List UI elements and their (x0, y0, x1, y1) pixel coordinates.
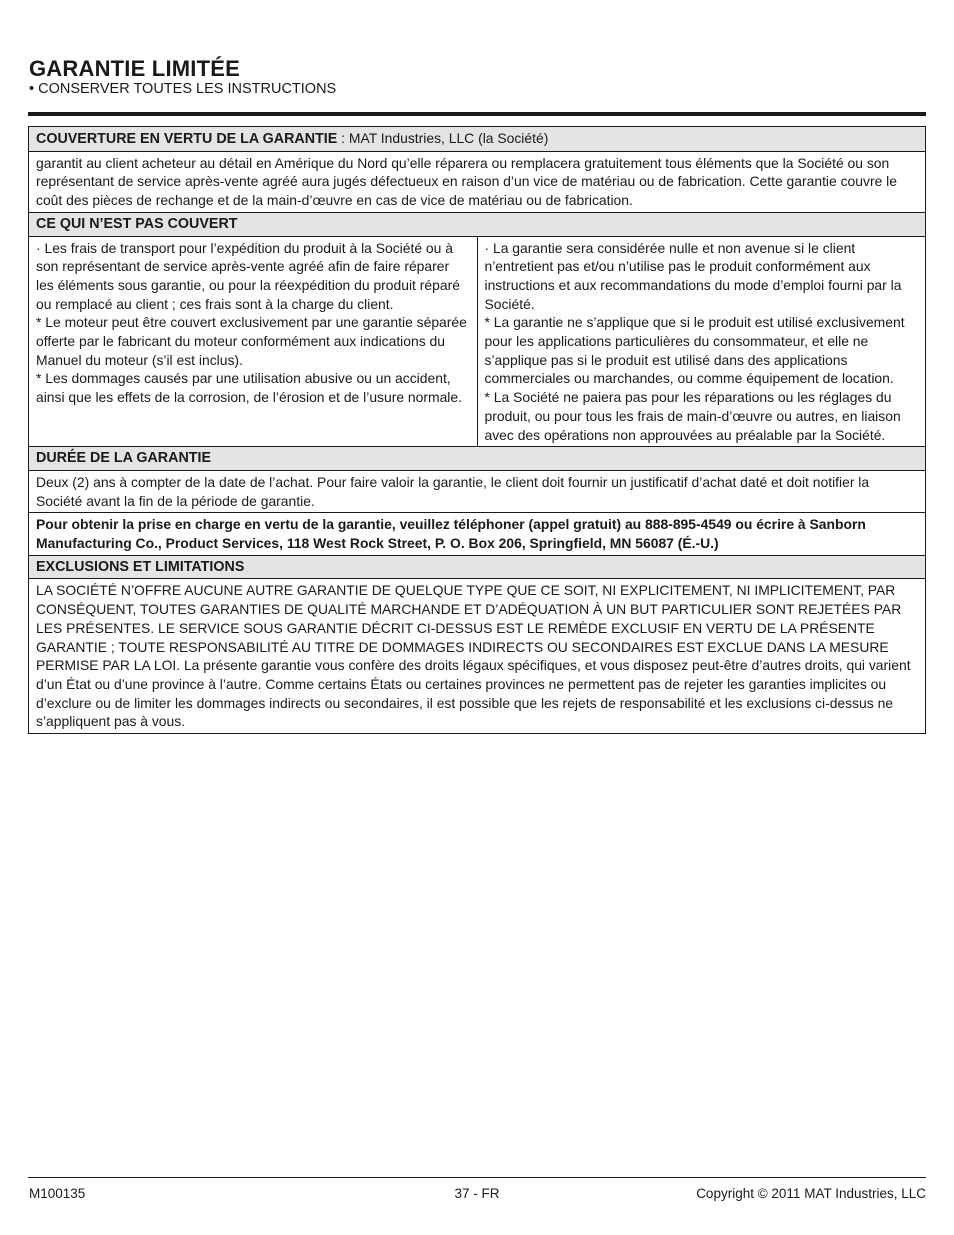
not-covered-item: * Les dommages causés par une utilisation abusive ou un accident, ainsi que les effets de la corrosion, de l’érosion et de l’usure normale. (36, 370, 462, 406)
coverage-heading-company: : MAT Industries, LLC (la Société) (337, 130, 549, 146)
not-covered-body-row (29, 236, 926, 447)
not-covered-header-row (29, 212, 926, 236)
title-divider (28, 112, 926, 116)
coverage-body-row (29, 151, 926, 212)
not-covered-left-column (29, 236, 478, 447)
coverage-header-row (29, 127, 926, 152)
page-title: GARANTIE LIMITÉE (29, 56, 240, 81)
not-covered-item: · Les frais de transport pour l’expédition du produit à la Société ou à son représentant de service après-vente agréé afin de faire réparer les éléments sous garantie, ou pour la réexpédition du produit réparé ou remplacé au client ; ces frais sont à la charge du client. (36, 239, 460, 312)
not-covered-item: * La Société ne paiera pas pour les réparations ou les réglages du produit, ou pour tous les frais de main-d’œuvre ou autres, en liaison avec des opérations non approuvées au préalable par la Société. (484, 389, 901, 443)
footer-copyright: Copyright © 2011 MAT Industries, LLC (696, 1186, 926, 1201)
not-covered-item: · La garantie sera considérée nulle et non avenue si le client n’entretient pas et/ou n’utilise pas le produit conformément aux instructions et aux recommandations du mode d’emploi fourni par la Société. (484, 239, 902, 312)
duration-header-row (29, 447, 926, 471)
page-subtitle: • CONSERVER TOUTES LES INSTRUCTIONS (29, 81, 337, 97)
warranty-table (28, 126, 926, 734)
coverage-header (29, 127, 926, 152)
coverage-text: garantit au client acheteur au détail en Amérique du Nord qu’elle réparera ou remplacera gratuitement tous éléments que la Société ou son représentant de service après-vente agréé aura jugés défectueux en raison d’un vice de matériau ou de fabrication. Cette garantie couvre le coût des pièces de rechange et de la main-d’œuvre en cas de vice de matériau ou de fabrication. (29, 151, 926, 212)
coverage-heading: COUVERTURE EN VERTU DE LA GARANTIE (36, 131, 338, 147)
exclusions-heading: EXCLUSIONS ET LIMITATIONS (29, 555, 926, 579)
footer-doc-number: M100135 (29, 1186, 86, 1201)
exclusions-header-row (29, 555, 926, 579)
exclusions-text: LA SOCIÉTÉ N’OFFRE AUCUNE AUTRE GARANTIE DE QUELQUE TYPE QUE CE SOIT, NI EXPLICITEMENT, NI IMPLICITEMENT, PAR CONSÉQUENT, TOUTES GARANTIES DE QUALITÉ MARCHANDE ET D’ADÉQUATION À UN BUT PARTICULIER SONT REJETÉES PAR LES PRÉSENTES. LE SERVICE SOUS GARANTIE DÉCRIT CI-DESSUS EST LE REMÈDE EXCLUSIF EN VERTU DE LA PRÉSENTE GARANTIE ; TOUTE RESPONSABILITÉ AU TITRE DE DOMMAGES INDIRECTS OU SECONDAIRES EST EXCLUE DANS LA MESURE PERMISE PAR LA LOI. La présente garantie vous confère des droits légaux spécifiques, et vous disposez peut-être d’autres droits, qui varient d’un État ou d’une province à l’autre. Comme certains États ou certaines provinces ne permettent pas de rejeter les garanties implicites ou d’exclure ou de limiter les dommages indirects ou secondaires, il est possible que les rejets de responsabilité et les exclusions ci-dessus ne s’appliquent pas à vous. (29, 579, 926, 734)
duration-heading: DURÉE DE LA GARANTIE (29, 447, 926, 471)
exclusions-body-row (29, 579, 926, 734)
duration-body-row (29, 470, 926, 512)
duration-text: Deux (2) ans à compter de la date de l’achat. Pour faire valoir la garantie, le client doit fournir un justificatif d’achat daté et doit notifier la Société avant la fin de la période de garantie. (29, 470, 926, 512)
footer-page-number: 37 - FR (454, 1186, 500, 1201)
not-covered-right-column (477, 236, 926, 447)
footer-divider (28, 1177, 926, 1178)
not-covered-heading: CE QUI N’EST PAS COUVERT (29, 212, 926, 236)
claim-row (29, 513, 926, 555)
claim-instructions: Pour obtenir la prise en charge en vertu de la garantie, veuillez téléphoner (appel gratuit) au 888-895-4549 ou écrire à Sanborn Manufacturing Co., Product Services, 118 West Rock Street, P. O. Box 206, Springfield, MN 56087 (É.-U.) (29, 513, 926, 555)
not-covered-item: * Le moteur peut être couvert exclusivement par une garantie séparée offerte par le fabricant du moteur conformément aux indications du Manuel du moteur (s’il est inclus). (36, 314, 467, 368)
not-covered-item: * La garantie ne s’applique que si le produit est utilisé exclusivement pour les applications particulières du consommateur, et elle ne s’applique pas si le produit est utilisé dans des applications commerciales ou marchandes, ou comme équipement de location. (484, 314, 905, 387)
